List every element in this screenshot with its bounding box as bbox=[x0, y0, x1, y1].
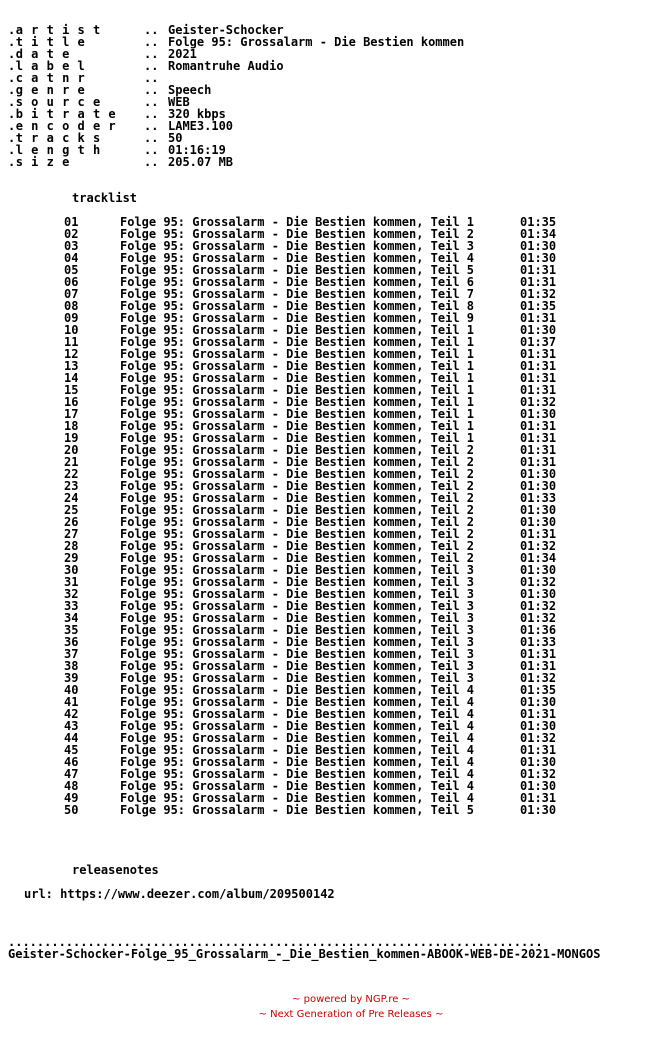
track-title: Folge 95: Grossalarm - Die Bestien kommen, Teil 7 bbox=[120, 287, 475, 301]
track-number: 09 bbox=[64, 311, 79, 325]
track-number: 07 bbox=[64, 287, 79, 301]
track-number: 03 bbox=[64, 239, 79, 253]
track-number: 29 bbox=[64, 551, 79, 565]
track-number: 38 bbox=[64, 659, 79, 673]
track-title: Folge 95: Grossalarm - Die Bestien kommen, Teil 4 bbox=[120, 791, 475, 805]
track-title: Folge 95: Grossalarm - Die Bestien kommen, Teil 1 bbox=[120, 215, 475, 229]
meta-key: .g e n r e bbox=[8, 83, 86, 97]
meta-separator: .. bbox=[144, 131, 159, 145]
meta-separator: .. bbox=[144, 95, 159, 109]
meta-key: .s o u r c e bbox=[8, 95, 101, 109]
meta-key: .t r a c k s bbox=[8, 131, 101, 145]
track-number: 41 bbox=[64, 695, 79, 709]
meta-value: WEB bbox=[168, 95, 190, 109]
track-number: 39 bbox=[64, 671, 79, 685]
track-number: 33 bbox=[64, 599, 79, 613]
track-duration: 01:30 bbox=[520, 323, 557, 337]
track-title: Folge 95: Grossalarm - Die Bestien kommen, Teil 1 bbox=[120, 371, 475, 385]
meta-value: Speech bbox=[168, 83, 212, 97]
track-duration: 01:30 bbox=[520, 251, 557, 265]
track-title: Folge 95: Grossalarm - Die Bestien kommen, Teil 4 bbox=[120, 251, 475, 265]
track-duration: 01:31 bbox=[520, 347, 557, 361]
track-duration: 01:31 bbox=[520, 743, 557, 757]
track-title: Folge 95: Grossalarm - Die Bestien kommen, Teil 3 bbox=[120, 587, 475, 601]
track-number: 21 bbox=[64, 455, 79, 469]
meta-separator: .. bbox=[144, 47, 159, 61]
track-duration: 01:36 bbox=[520, 623, 557, 637]
footer bbox=[0, 992, 672, 1022]
meta-value: Geister-Schocker bbox=[168, 23, 284, 37]
track-title: Folge 95: Grossalarm - Die Bestien kommen, Teil 2 bbox=[120, 443, 475, 457]
track-title: Folge 95: Grossalarm - Die Bestien kommen, Teil 2 bbox=[120, 527, 475, 541]
dotted-divider: .......................................................................... bbox=[8, 935, 543, 949]
track-number: 15 bbox=[64, 383, 79, 397]
track-number: 19 bbox=[64, 431, 79, 445]
track-title: Folge 95: Grossalarm - Die Bestien kommen, Teil 3 bbox=[120, 659, 475, 673]
track-duration: 01:31 bbox=[520, 431, 557, 445]
track-duration: 01:31 bbox=[520, 311, 557, 325]
track-number: 04 bbox=[64, 251, 79, 265]
meta-separator: .. bbox=[144, 119, 159, 133]
track-number: 20 bbox=[64, 443, 79, 457]
meta-separator: .. bbox=[144, 107, 159, 121]
meta-separator: .. bbox=[144, 23, 159, 37]
track-duration: 01:31 bbox=[520, 647, 557, 661]
track-duration: 01:31 bbox=[520, 707, 557, 721]
meta-separator: .. bbox=[144, 155, 159, 169]
track-duration: 01:33 bbox=[520, 491, 557, 505]
track-duration: 01:32 bbox=[520, 731, 557, 745]
track-number: 22 bbox=[64, 467, 79, 481]
track-number: 32 bbox=[64, 587, 79, 601]
track-duration: 01:32 bbox=[520, 671, 557, 685]
track-duration: 01:31 bbox=[520, 443, 557, 457]
track-title: Folge 95: Grossalarm - Die Bestien kommen, Teil 3 bbox=[120, 563, 475, 577]
track-number: 10 bbox=[64, 323, 79, 337]
track-duration: 01:31 bbox=[520, 659, 557, 673]
track-duration: 01:31 bbox=[520, 383, 557, 397]
track-duration: 01:32 bbox=[520, 767, 557, 781]
track-duration: 01:30 bbox=[520, 779, 557, 793]
track-title: Folge 95: Grossalarm - Die Bestien kommen, Teil 4 bbox=[120, 767, 475, 781]
track-number: 40 bbox=[64, 683, 79, 697]
track-title: Folge 95: Grossalarm - Die Bestien kommen, Teil 4 bbox=[120, 731, 475, 745]
meta-separator: .. bbox=[144, 143, 159, 157]
track-duration: 01:30 bbox=[520, 407, 557, 421]
track-title: Folge 95: Grossalarm - Die Bestien kommen, Teil 1 bbox=[120, 347, 475, 361]
track-title: Folge 95: Grossalarm - Die Bestien kommen, Teil 1 bbox=[120, 335, 475, 349]
meta-key: .a r t i s t bbox=[8, 23, 101, 37]
track-duration: 01:31 bbox=[520, 527, 557, 541]
track-number: 17 bbox=[64, 407, 79, 421]
track-duration: 01:32 bbox=[520, 539, 557, 553]
track-duration: 01:30 bbox=[520, 563, 557, 577]
track-duration: 01:30 bbox=[520, 503, 557, 517]
track-title: Folge 95: Grossalarm - Die Bestien kommen, Teil 1 bbox=[120, 383, 475, 397]
track-duration: 01:31 bbox=[520, 791, 557, 805]
track-title: Folge 95: Grossalarm - Die Bestien kommen, Teil 4 bbox=[120, 755, 475, 769]
track-title: Folge 95: Grossalarm - Die Bestien kommen, Teil 4 bbox=[120, 779, 475, 793]
track-duration: 01:30 bbox=[520, 803, 557, 817]
track-duration: 01:30 bbox=[520, 695, 557, 709]
meta-key: .d a t e bbox=[8, 47, 70, 61]
meta-value: 205.07 MB bbox=[168, 155, 234, 169]
track-number: 26 bbox=[64, 515, 79, 529]
meta-separator: .. bbox=[144, 59, 159, 73]
track-duration: 01:31 bbox=[520, 455, 557, 469]
track-number: 31 bbox=[64, 575, 79, 589]
track-title: Folge 95: Grossalarm - Die Bestien kommen, Teil 2 bbox=[120, 467, 475, 481]
track-duration: 01:35 bbox=[520, 299, 557, 313]
footer-tagline: ~ Next Generation of Pre Releases ~ bbox=[258, 1009, 444, 1020]
track-title: Folge 95: Grossalarm - Die Bestien kommen, Teil 6 bbox=[120, 275, 475, 289]
track-number: 11 bbox=[64, 335, 79, 349]
track-duration: 01:30 bbox=[520, 467, 557, 481]
track-title: Folge 95: Grossalarm - Die Bestien kommen, Teil 2 bbox=[120, 455, 475, 469]
track-number: 23 bbox=[64, 479, 79, 493]
track-duration: 01:30 bbox=[520, 479, 557, 493]
track-title: Folge 95: Grossalarm - Die Bestien kommen, Teil 4 bbox=[120, 707, 475, 721]
track-number: 18 bbox=[64, 419, 79, 433]
track-title: Folge 95: Grossalarm - Die Bestien kommen, Teil 3 bbox=[120, 599, 475, 613]
track-duration: 01:32 bbox=[520, 395, 557, 409]
track-number: 05 bbox=[64, 263, 79, 277]
track-number: 13 bbox=[64, 359, 79, 373]
track-title: Folge 95: Grossalarm - Die Bestien kommen, Teil 9 bbox=[120, 311, 475, 325]
track-number: 37 bbox=[64, 647, 79, 661]
track-title: Folge 95: Grossalarm - Die Bestien kommen, Teil 1 bbox=[120, 431, 475, 445]
meta-value: 50 bbox=[168, 131, 183, 145]
track-number: 34 bbox=[64, 611, 79, 625]
track-title: Folge 95: Grossalarm - Die Bestien kommen, Teil 1 bbox=[120, 419, 475, 433]
track-number: 48 bbox=[64, 779, 79, 793]
track-number: 25 bbox=[64, 503, 79, 517]
release-url: url: https://www.deezer.com/album/209500142 bbox=[24, 887, 335, 901]
track-duration: 01:32 bbox=[520, 287, 557, 301]
tracklist-heading: tracklist bbox=[72, 191, 138, 205]
track-duration: 01:30 bbox=[520, 755, 557, 769]
track-duration: 01:35 bbox=[520, 683, 557, 697]
track-duration: 01:30 bbox=[520, 719, 557, 733]
track-number: 24 bbox=[64, 491, 79, 505]
track-title: Folge 95: Grossalarm - Die Bestien kommen, Teil 5 bbox=[120, 263, 475, 277]
track-title: Folge 95: Grossalarm - Die Bestien kommen, Teil 3 bbox=[120, 623, 475, 637]
track-duration: 01:31 bbox=[520, 419, 557, 433]
releasenotes-heading: releasenotes bbox=[72, 863, 159, 877]
meta-key: .c a t n r bbox=[8, 71, 86, 85]
meta-key: .s i z e bbox=[8, 155, 70, 169]
track-title: Folge 95: Grossalarm - Die Bestien kommen, Teil 2 bbox=[120, 503, 475, 517]
track-title: Folge 95: Grossalarm - Die Bestien kommen, Teil 1 bbox=[120, 395, 475, 409]
track-duration: 01:35 bbox=[520, 215, 557, 229]
track-title: Folge 95: Grossalarm - Die Bestien kommen, Teil 2 bbox=[120, 539, 475, 553]
track-number: 27 bbox=[64, 527, 79, 541]
track-duration: 01:37 bbox=[520, 335, 557, 349]
track-duration: 01:31 bbox=[520, 359, 557, 373]
track-number: 14 bbox=[64, 371, 79, 385]
track-duration: 01:32 bbox=[520, 599, 557, 613]
track-title: Folge 95: Grossalarm - Die Bestien kommen, Teil 2 bbox=[120, 515, 475, 529]
release-name: Geister-Schocker-Folge_95_Grossalarm_-_Die_Bestien_kommen-ABOOK-WEB-DE-2021-MONGOS bbox=[8, 947, 601, 961]
track-duration: 01:34 bbox=[520, 551, 557, 565]
track-number: 44 bbox=[64, 731, 79, 745]
track-title: Folge 95: Grossalarm - Die Bestien kommen, Teil 3 bbox=[120, 611, 475, 625]
track-number: 50 bbox=[64, 803, 79, 817]
track-title: Folge 95: Grossalarm - Die Bestien kommen, Teil 2 bbox=[120, 551, 475, 565]
track-title: Folge 95: Grossalarm - Die Bestien kommen, Teil 8 bbox=[120, 299, 475, 313]
track-title: Folge 95: Grossalarm - Die Bestien kommen, Teil 4 bbox=[120, 719, 475, 733]
track-title: Folge 95: Grossalarm - Die Bestien kommen, Teil 4 bbox=[120, 743, 475, 757]
meta-key: .t i t l e bbox=[8, 35, 86, 49]
track-duration: 01:30 bbox=[520, 515, 557, 529]
track-title: Folge 95: Grossalarm - Die Bestien kommen, Teil 2 bbox=[120, 227, 475, 241]
meta-key: .e n c o d e r bbox=[8, 119, 117, 133]
track-title: Folge 95: Grossalarm - Die Bestien kommen, Teil 4 bbox=[120, 683, 475, 697]
meta-value: 320 kbps bbox=[168, 107, 226, 121]
track-title: Folge 95: Grossalarm - Die Bestien kommen, Teil 3 bbox=[120, 635, 475, 649]
track-title: Folge 95: Grossalarm - Die Bestien kommen, Teil 2 bbox=[120, 479, 475, 493]
meta-key: .l e n g t h bbox=[8, 143, 101, 157]
meta-key: .b i t r a t e bbox=[8, 107, 117, 121]
track-number: 43 bbox=[64, 719, 79, 733]
track-title: Folge 95: Grossalarm - Die Bestien kommen, Teil 3 bbox=[120, 239, 475, 253]
footer-powered-by: ~ powered by NGP.re ~ bbox=[292, 994, 410, 1005]
track-duration: 01:30 bbox=[520, 587, 557, 601]
track-number: 28 bbox=[64, 539, 79, 553]
track-number: 01 bbox=[64, 215, 79, 229]
track-title: Folge 95: Grossalarm - Die Bestien kommen, Teil 2 bbox=[120, 491, 475, 505]
track-number: 08 bbox=[64, 299, 79, 313]
track-duration: 01:33 bbox=[520, 635, 557, 649]
track-number: 36 bbox=[64, 635, 79, 649]
track-number: 49 bbox=[64, 791, 79, 805]
track-title: Folge 95: Grossalarm - Die Bestien kommen, Teil 1 bbox=[120, 407, 475, 421]
meta-separator: .. bbox=[144, 83, 159, 97]
track-number: 30 bbox=[64, 563, 79, 577]
meta-key: .l a b e l bbox=[8, 59, 86, 73]
track-title: Folge 95: Grossalarm - Die Bestien kommen, Teil 1 bbox=[120, 323, 475, 337]
meta-value: Romantruhe Audio bbox=[168, 59, 284, 73]
track-number: 42 bbox=[64, 707, 79, 721]
track-title: Folge 95: Grossalarm - Die Bestien kommen, Teil 5 bbox=[120, 803, 475, 817]
meta-separator: .. bbox=[144, 71, 159, 85]
track-number: 35 bbox=[64, 623, 79, 637]
track-number: 45 bbox=[64, 743, 79, 757]
track-duration: 01:31 bbox=[520, 275, 557, 289]
track-duration: 01:32 bbox=[520, 611, 557, 625]
track-title: Folge 95: Grossalarm - Die Bestien kommen, Teil 1 bbox=[120, 359, 475, 373]
track-number: 16 bbox=[64, 395, 79, 409]
track-number: 02 bbox=[64, 227, 79, 241]
track-number: 46 bbox=[64, 755, 79, 769]
meta-value: 01:16:19 bbox=[168, 143, 226, 157]
track-number: 12 bbox=[64, 347, 79, 361]
track-title: Folge 95: Grossalarm - Die Bestien kommen, Teil 3 bbox=[120, 671, 475, 685]
meta-value: 2021 bbox=[168, 47, 197, 61]
meta-value: Folge 95: Grossalarm - Die Bestien kommen bbox=[168, 35, 465, 49]
track-title: Folge 95: Grossalarm - Die Bestien kommen, Teil 4 bbox=[120, 695, 475, 709]
track-duration: 01:31 bbox=[520, 263, 557, 277]
track-duration: 01:30 bbox=[520, 239, 557, 253]
track-title: Folge 95: Grossalarm - Die Bestien kommen, Teil 3 bbox=[120, 575, 475, 589]
meta-value: LAME3.100 bbox=[168, 119, 234, 133]
track-duration: 01:32 bbox=[520, 575, 557, 589]
track-duration: 01:31 bbox=[520, 371, 557, 385]
track-number: 47 bbox=[64, 767, 79, 781]
meta-separator: .. bbox=[144, 35, 159, 49]
track-duration: 01:34 bbox=[520, 227, 557, 241]
track-number: 06 bbox=[64, 275, 79, 289]
track-title: Folge 95: Grossalarm - Die Bestien kommen, Teil 3 bbox=[120, 647, 475, 661]
